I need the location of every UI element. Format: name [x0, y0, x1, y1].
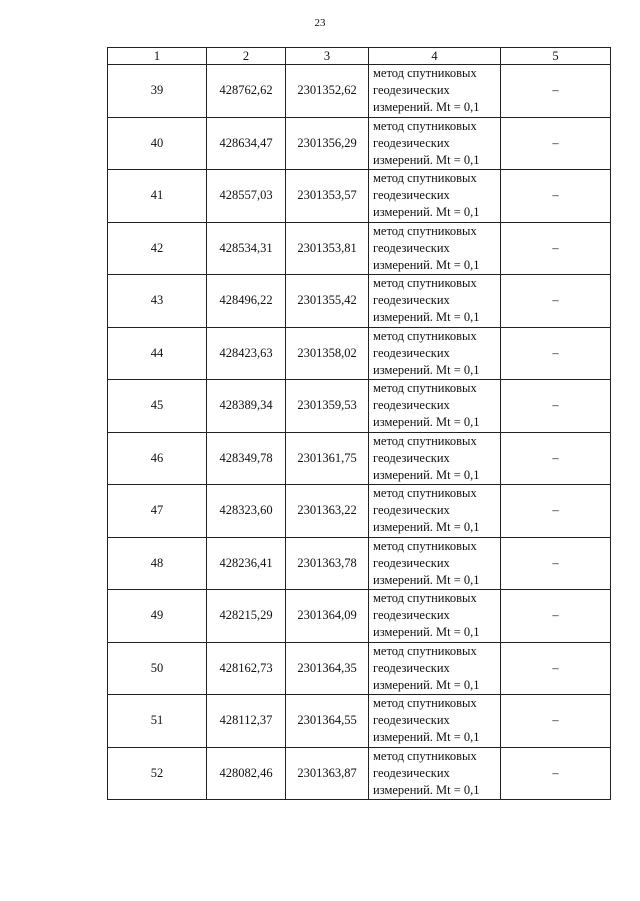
method-line: измерений. Mt = 0,1 [373, 782, 480, 797]
table-row [108, 170, 611, 223]
table-row [108, 65, 611, 118]
note-cell: – [501, 380, 611, 433]
table-row [108, 327, 611, 380]
y-coordinate-cell: 2301363,87 [286, 747, 369, 800]
method-cell [369, 327, 501, 380]
point-number-cell: 46 [108, 432, 207, 485]
point-number-cell: 49 [108, 590, 207, 643]
method-line: геодезических [373, 713, 450, 728]
note-cell: – [501, 590, 611, 643]
x-coordinate-cell: 428557,03 [207, 170, 286, 223]
method-line: метод спутниковых [373, 328, 477, 343]
table-row [108, 642, 611, 695]
method-line: измерений. Mt = 0,1 [373, 152, 480, 167]
method-cell [369, 432, 501, 485]
method-line: геодезических [373, 188, 450, 203]
table-row [108, 695, 611, 748]
table-row [108, 747, 611, 800]
header-col-2: 2 [207, 48, 286, 65]
method-cell [369, 222, 501, 275]
x-coordinate-cell: 428112,37 [207, 695, 286, 748]
point-number-cell: 51 [108, 695, 207, 748]
y-coordinate-cell: 2301359,53 [286, 380, 369, 433]
method-line: геодезических [373, 83, 450, 98]
y-coordinate-cell: 2301356,29 [286, 117, 369, 170]
note-cell: – [501, 222, 611, 275]
point-number-cell: 40 [108, 117, 207, 170]
method-cell [369, 747, 501, 800]
method-line: измерений. Mt = 0,1 [373, 257, 480, 272]
method-line: метод спутниковых [373, 696, 477, 711]
method-line: геодезических [373, 555, 450, 570]
point-number-cell: 42 [108, 222, 207, 275]
point-number-cell: 52 [108, 747, 207, 800]
method-line: метод спутниковых [373, 433, 477, 448]
point-number-cell: 50 [108, 642, 207, 695]
method-cell [369, 642, 501, 695]
method-line: геодезических [373, 240, 450, 255]
method-line: измерений. Mt = 0,1 [373, 415, 480, 430]
method-cell [369, 117, 501, 170]
table-row [108, 380, 611, 433]
y-coordinate-cell: 2301364,09 [286, 590, 369, 643]
method-line: метод спутниковых [373, 118, 477, 133]
x-coordinate-cell: 428762,62 [207, 65, 286, 118]
method-line: геодезических [373, 398, 450, 413]
x-coordinate-cell: 428349,78 [207, 432, 286, 485]
table-header-row [108, 48, 611, 65]
x-coordinate-cell: 428496,22 [207, 275, 286, 328]
method-cell [369, 485, 501, 538]
method-line: измерений. Mt = 0,1 [373, 572, 480, 587]
method-line: геодезических [373, 450, 450, 465]
table-row [108, 432, 611, 485]
note-cell: – [501, 432, 611, 485]
method-line: метод спутниковых [373, 643, 477, 658]
note-cell: – [501, 327, 611, 380]
table-row [108, 117, 611, 170]
x-coordinate-cell: 428082,46 [207, 747, 286, 800]
y-coordinate-cell: 2301363,22 [286, 485, 369, 538]
table-row [108, 485, 611, 538]
y-coordinate-cell: 2301358,02 [286, 327, 369, 380]
note-cell: – [501, 695, 611, 748]
header-col-4: 4 [369, 48, 501, 65]
table-body [108, 65, 611, 800]
method-cell [369, 275, 501, 328]
x-coordinate-cell: 428423,63 [207, 327, 286, 380]
x-coordinate-cell: 428162,73 [207, 642, 286, 695]
x-coordinate-cell: 428634,47 [207, 117, 286, 170]
method-cell [369, 380, 501, 433]
method-line: метод спутниковых [373, 223, 477, 238]
method-line: измерений. Mt = 0,1 [373, 625, 480, 640]
point-number-cell: 44 [108, 327, 207, 380]
method-line: метод спутниковых [373, 486, 477, 501]
header-col-5: 5 [501, 48, 611, 65]
y-coordinate-cell: 2301352,62 [286, 65, 369, 118]
coordinates-table [107, 47, 611, 800]
x-coordinate-cell: 428323,60 [207, 485, 286, 538]
method-line: метод спутниковых [373, 538, 477, 553]
note-cell: – [501, 170, 611, 223]
page-number: 23 [314, 17, 326, 29]
point-number-cell: 43 [108, 275, 207, 328]
y-coordinate-cell: 2301364,55 [286, 695, 369, 748]
note-cell: – [501, 747, 611, 800]
point-number-cell: 45 [108, 380, 207, 433]
x-coordinate-cell: 428236,41 [207, 537, 286, 590]
x-coordinate-cell: 428389,34 [207, 380, 286, 433]
header-col-1: 1 [108, 48, 207, 65]
y-coordinate-cell: 2301353,81 [286, 222, 369, 275]
y-coordinate-cell: 2301364,35 [286, 642, 369, 695]
note-cell: – [501, 537, 611, 590]
method-line: метод спутниковых [373, 276, 477, 291]
method-cell [369, 695, 501, 748]
y-coordinate-cell: 2301363,78 [286, 537, 369, 590]
point-number-cell: 41 [108, 170, 207, 223]
method-line: измерений. Mt = 0,1 [373, 520, 480, 535]
method-line: геодезических [373, 660, 450, 675]
table-row [108, 537, 611, 590]
y-coordinate-cell: 2301361,75 [286, 432, 369, 485]
method-cell [369, 65, 501, 118]
method-line: метод спутниковых [373, 171, 477, 186]
y-coordinate-cell: 2301355,42 [286, 275, 369, 328]
y-coordinate-cell: 2301353,57 [286, 170, 369, 223]
table-row [108, 275, 611, 328]
point-number-cell: 48 [108, 537, 207, 590]
method-line: геодезических [373, 608, 450, 623]
point-number-cell: 47 [108, 485, 207, 538]
note-cell: – [501, 275, 611, 328]
method-line: метод спутниковых [373, 66, 477, 81]
method-cell [369, 537, 501, 590]
method-cell [369, 590, 501, 643]
method-line: геодезических [373, 345, 450, 360]
method-line: геодезических [373, 503, 450, 518]
method-line: геодезических [373, 765, 450, 780]
method-line: измерений. Mt = 0,1 [373, 467, 480, 482]
method-line: метод спутниковых [373, 381, 477, 396]
method-cell [369, 170, 501, 223]
method-line: измерений. Mt = 0,1 [373, 310, 480, 325]
method-line: измерений. Mt = 0,1 [373, 362, 480, 377]
note-cell: – [501, 65, 611, 118]
method-line: измерений. Mt = 0,1 [373, 205, 480, 220]
method-line: измерений. Mt = 0,1 [373, 730, 480, 745]
point-number-cell: 39 [108, 65, 207, 118]
note-cell: – [501, 485, 611, 538]
method-line: измерений. Mt = 0,1 [373, 100, 480, 115]
method-line: метод спутниковых [373, 591, 477, 606]
x-coordinate-cell: 428215,29 [207, 590, 286, 643]
note-cell: – [501, 642, 611, 695]
method-line: измерений. Mt = 0,1 [373, 677, 480, 692]
method-line: метод спутниковых [373, 748, 477, 763]
method-line: геодезических [373, 135, 450, 150]
table-row [108, 222, 611, 275]
note-cell: – [501, 117, 611, 170]
method-line: геодезических [373, 293, 450, 308]
header-col-3: 3 [286, 48, 369, 65]
table-row [108, 590, 611, 643]
x-coordinate-cell: 428534,31 [207, 222, 286, 275]
